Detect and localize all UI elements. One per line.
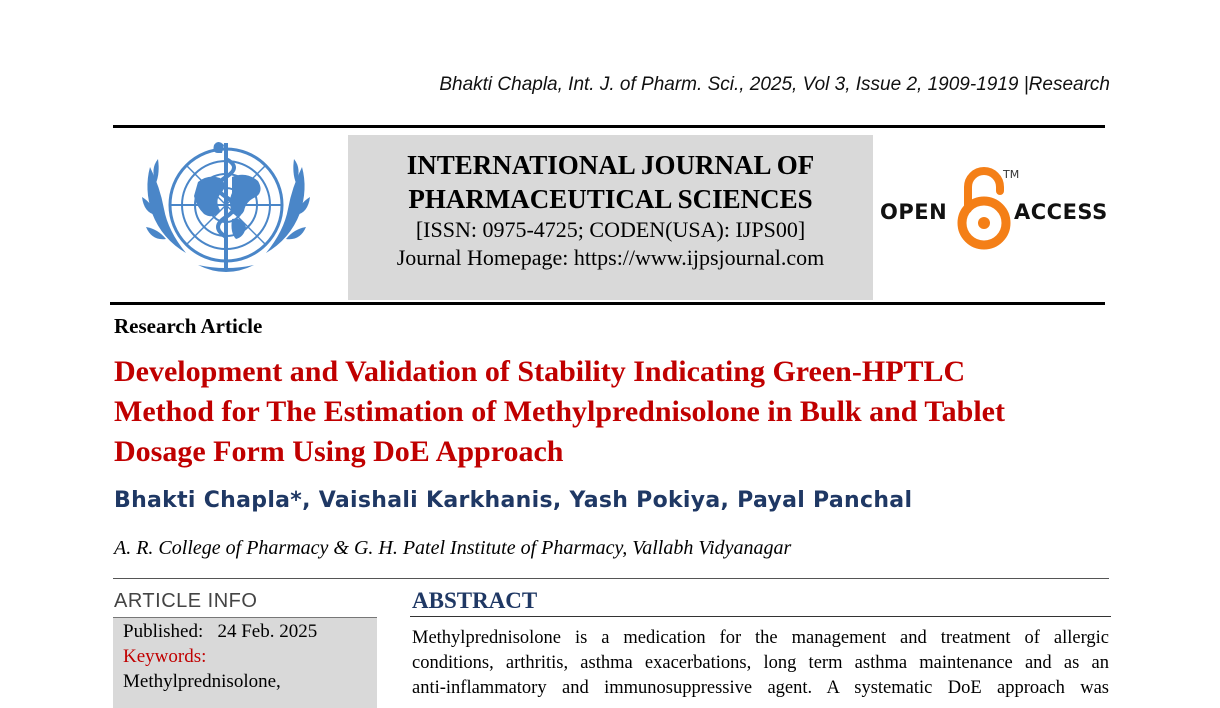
article-title-line-3: Dosage Form Using DoE Approach xyxy=(114,435,564,468)
abstract-heading-rule xyxy=(410,616,1111,617)
journal-name-line-1: INTERNATIONAL JOURNAL OF xyxy=(406,150,815,180)
header-bottom-rule xyxy=(110,302,1105,305)
published-date: 24 Feb. 2025 xyxy=(217,621,318,642)
published-label: Published: xyxy=(123,621,204,642)
journal-name-line-2: PHARMACEUTICAL SCIENCES xyxy=(408,184,813,214)
abstract-line-2: conditions, arthritis, asthma exacerbations, long term asthma maintenance and as an xyxy=(412,653,1109,673)
open-access-logo xyxy=(880,165,1110,255)
article-type-label: Research Article xyxy=(114,314,263,338)
journal-title-box xyxy=(348,135,873,300)
article-info-box xyxy=(113,617,377,708)
journal-issn: [ISSN: 0975-4725; CODEN(USA): IJPS00] xyxy=(415,217,806,242)
abstract-line-3: anti-inflammatory and immunosuppressive agent. A systematic DoE approach was xyxy=(412,678,1109,698)
author-list: Bhakti Chapla*, Vaishali Karkhanis, Yash Pokiya, Payal Panchal xyxy=(114,488,913,513)
journal-emblem-logo xyxy=(128,137,324,284)
keyword-item: Methylprednisolone, xyxy=(123,671,281,692)
article-title xyxy=(114,352,1104,472)
running-header-citation: Bhakti Chapla, Int. J. of Pharm. Sci., 2025, Vol 3, Issue 2, 1909-1919 |Research xyxy=(439,74,1110,95)
open-access-access-text: ACCESS xyxy=(1014,200,1108,224)
abstract-line-1: Methylprednisolone is a medication for the management and treatment of allergic xyxy=(412,628,1109,648)
article-title-line-1: Development and Validation of Stability Indicating Green-HPTLC xyxy=(114,355,966,388)
trademark-mark: TM xyxy=(1003,168,1020,181)
abstract-text xyxy=(412,626,1109,701)
author-affiliation: A. R. College of Pharmacy & G. H. Patel Institute of Pharmacy, Vallabh Vidyanagar xyxy=(114,537,792,559)
article-info-heading: ARTICLE INFO xyxy=(114,590,258,612)
header-top-rule xyxy=(113,125,1105,128)
open-access-open-text: OPEN xyxy=(880,200,948,224)
published-line xyxy=(123,621,317,643)
keywords-label: Keywords: xyxy=(123,646,207,667)
affiliation-divider xyxy=(113,578,1109,579)
journal-homepage: Journal Homepage: https://www.ijpsjournal.com xyxy=(396,245,825,270)
article-title-line-2: Method for The Estimation of Methylprednisolone in Bulk and Tablet xyxy=(114,395,1005,428)
journal-name xyxy=(348,148,873,216)
abstract-heading: ABSTRACT xyxy=(412,588,538,613)
